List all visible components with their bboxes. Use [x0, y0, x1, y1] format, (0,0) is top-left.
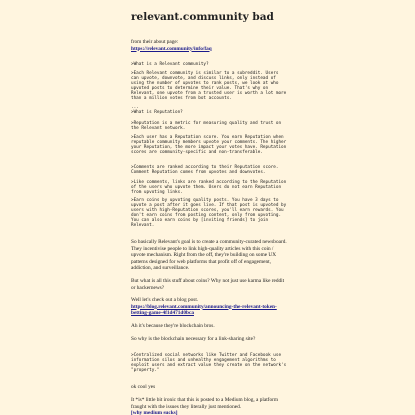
paragraph-6-wrap — [131, 384, 287, 391]
faq-separator: ... — [131, 105, 139, 110]
blog-post-link[interactable]: https://blog.relevant.community/announcing-the-relevant-token-betting-game-4f1d471d0bca — [131, 303, 277, 317]
faq-answer-user-score-wrap — [131, 135, 287, 155]
paragraph-medium-irony: It *is* little bit ironic that this is posted to a Medium blog, a platform fraught with the issues they literally just mentioned. — [131, 397, 278, 410]
paragraph-blog-lead: Well let's check out a blog post. — [131, 297, 199, 303]
faq-answer-comments: >Comments are ranked according to their Reputation score. Comment Reputation comes from upvotes and downvotes. — [131, 165, 282, 175]
paragraph-2-wrap — [131, 278, 287, 291]
intro-lead: from their about page: — [131, 39, 179, 45]
faq-answer-reputation: >Reputation is a metric for measuring quality and trust on the Relevant network. — [131, 121, 284, 131]
quote-wrap — [131, 353, 287, 373]
faq-answer-user-score: >Each user has a Reputation score. You earn Reputation when reputable community members upvote your comments. The higher your Reputation, the more impact your votes have. Reputation scores are community-specific and non-transferable. — [131, 135, 289, 155]
paragraph-7-wrap — [131, 397, 287, 415]
paragraph-4-wrap — [131, 323, 287, 330]
faq-answer-reputation-wrap — [131, 121, 287, 131]
paragraph-goal: So basically Relevant's goal is to create a community-curated newsboard. They incentivise people to link high-quality articles with this coin / upvote mechanism. Right from the off, they're building on some UX patterns designed for web platforms that profit off of engagement, addiction, and surveillance. — [131, 239, 287, 272]
paragraph-why-blockchain: So why is the blockchain necessary for a link-sharing site? — [131, 336, 256, 342]
faq-answer-comments-wrap — [131, 165, 287, 175]
faq-answer-links: >Like comments, links are ranked according to the Reputation of the users who upvote them. Users do not earn Reputation from upvoting links. — [131, 180, 289, 195]
faq-answer-coins-wrap — [131, 198, 287, 228]
paragraph-5-wrap — [131, 336, 287, 343]
faq-question-reputation: >What is Reputation? — [131, 110, 183, 115]
paragraph-3-wrap — [131, 297, 287, 317]
paragraph-blockchain-bros: Ah it's because they're blockchain bros. — [131, 323, 215, 329]
faq-answer-community: >Each Relevant community is similar to a subreddit. Users can upvote, downvote, and discuss links, only instead of using the number of upvotes to rank posts, we look at who upvoted posts to determine their value. That's why on Relevant, one upvote from a trusted user is worth a lot more than a million votes from bot accounts. — [131, 71, 289, 101]
intro-section — [131, 39, 287, 52]
faq-answer-coins: >Earn coins by upvoting quality posts. You have 3 days to upvote a post after it goes live. If that post is upvoted by users with high-Reputation scores, you'll earn rewards. You don't earn coins from posting content, only from upvoting. You can also earn coins by [inviting friends] to join Relevant. — [131, 198, 289, 228]
page-title: relevant.community bad — [131, 11, 274, 23]
faq-link[interactable]: https://relevant.community/info/faq — [131, 45, 212, 52]
why-medium-link[interactable]: [why medium sucks] — [131, 410, 178, 415]
quote-centralized-networks: >Centralized social networks like Twitter and Facebook use information silos and unhealthy engagement algorithms to exploit users and extract value they create on the network's "property." — [131, 353, 289, 373]
faq-question-community: >What is a Relevant community? — [131, 62, 209, 67]
paragraph-ok-cool: ok cool yes — [131, 384, 156, 390]
faq-answer-links-wrap — [131, 180, 287, 195]
faq-question-reputation-wrap — [131, 110, 287, 115]
faq-quote — [131, 62, 287, 67]
paragraph-1-wrap — [131, 239, 287, 272]
paragraph-coins-question: But what is all this stuff about coins? Why not just use karma like reddit or hackernews? — [131, 278, 285, 291]
faq-answer-community-wrap — [131, 71, 287, 101]
